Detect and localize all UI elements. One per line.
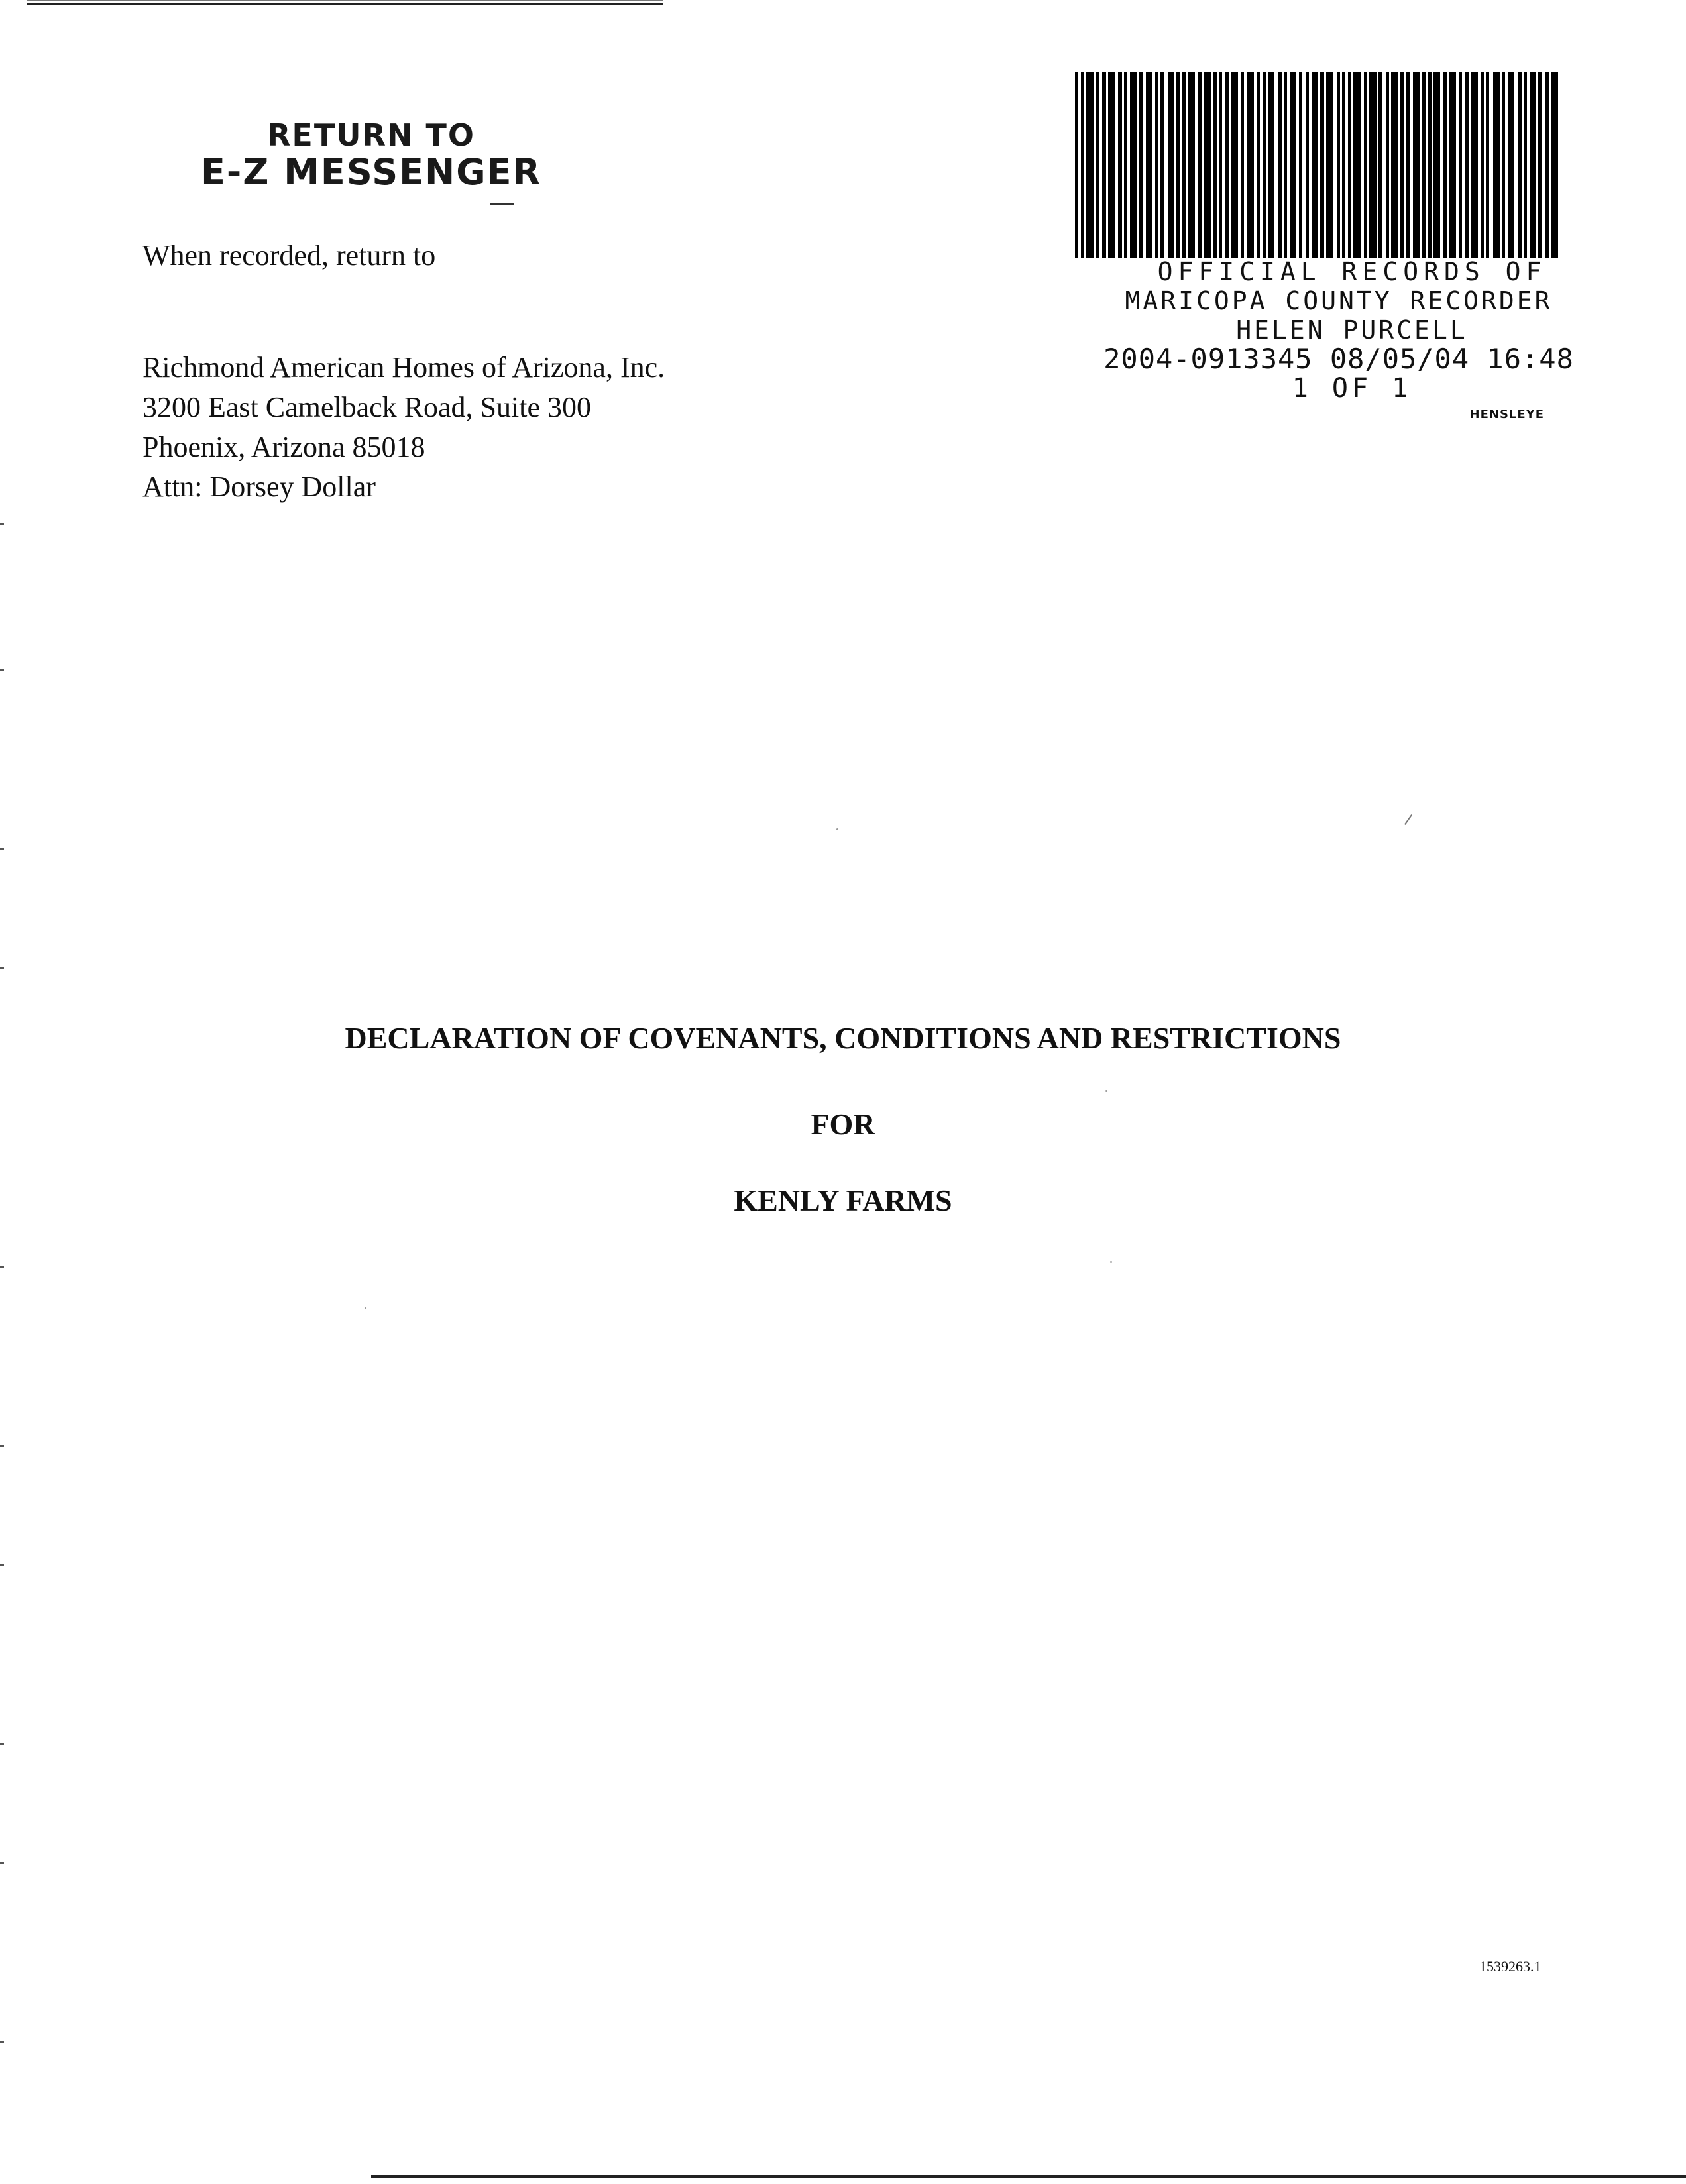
barcode-bar [1290, 72, 1296, 258]
page-count: 1 OF 1 [1292, 373, 1412, 404]
barcode-bar [1268, 72, 1274, 258]
address-line: Phoenix, Arizona 85018 [142, 431, 425, 463]
barcode-bar [1530, 72, 1536, 258]
return-address [142, 348, 665, 507]
barcode-bar [1551, 72, 1557, 258]
barcode-bar [1188, 72, 1195, 258]
recorder-name: HELEN PURCELL [1236, 315, 1468, 345]
scan-edge-line [371, 2175, 1686, 2178]
return-to-stamp [199, 118, 543, 192]
stamp-line: RETURN TO [267, 117, 475, 153]
barcode-bar [1130, 72, 1137, 258]
scan-edge-line [27, 0, 663, 1]
punch-mark [0, 1266, 4, 1268]
barcode-bar [1493, 72, 1500, 258]
address-line: Attn: Dorsey Dollar [142, 470, 376, 503]
punch-mark [0, 967, 4, 969]
barcode [1075, 72, 1559, 258]
barcode-bar [1086, 72, 1093, 258]
barcode-bar [1146, 72, 1152, 258]
barcode-bar [1326, 72, 1333, 258]
punch-mark [0, 1445, 4, 1447]
punch-mark [0, 848, 4, 850]
barcode-bar [1449, 72, 1456, 258]
recorder-stamp [1047, 257, 1630, 423]
title-line: FOR [811, 1107, 875, 1141]
barcode-bar [1247, 72, 1254, 258]
stamp-line: E-Z MESSENGER [200, 151, 542, 193]
pen-mark [1404, 814, 1412, 825]
stamp-speck [490, 203, 514, 205]
punch-mark [0, 1564, 4, 1566]
scan-speck [365, 1307, 366, 1309]
punch-mark [0, 523, 4, 525]
recording-number: 2004-0913345 08/05/04 16:48 [1103, 343, 1574, 375]
address-line: Richmond American Homes of Arizona, Inc. [142, 351, 665, 384]
scan-speck [1105, 1090, 1107, 1092]
barcode-bar [1508, 72, 1514, 258]
barcode-bar [1391, 72, 1398, 258]
punch-mark [0, 1862, 4, 1864]
barcode-bar [1369, 72, 1376, 258]
barcode-bar [1353, 72, 1360, 258]
title-line: DECLARATION OF COVENANTS, CONDITIONS AND RESTRICTIONS [345, 1021, 1341, 1055]
barcode-bar [1433, 72, 1440, 258]
return-instruction: When recorded, return to [142, 239, 436, 272]
barcode-bar [1413, 72, 1420, 258]
punch-mark [0, 669, 4, 671]
address-line: 3200 East Camelback Road, Suite 300 [142, 391, 591, 423]
recorder-line: MARICOPA COUNTY RECORDER [1125, 286, 1553, 315]
scan-speck [836, 828, 838, 830]
clerk-id: HENSLEYE [1469, 408, 1544, 421]
barcode-bar [1168, 72, 1174, 258]
barcode-bar [1312, 72, 1318, 258]
barcode-bar [1471, 72, 1478, 258]
punch-mark [0, 2041, 4, 2043]
barcode-bar [1108, 72, 1115, 258]
scan-speck [1110, 1261, 1112, 1263]
recorder-line: OFFICIAL RECORDS OF [1157, 257, 1547, 286]
barcode-bar [1204, 72, 1211, 258]
document-number: 1539263.1 [1479, 1958, 1542, 1975]
barcode-bar [1231, 72, 1238, 258]
scan-edge-line [27, 3, 663, 5]
punch-mark [0, 1743, 4, 1745]
title-line: KENLY FARMS [734, 1183, 952, 1217]
